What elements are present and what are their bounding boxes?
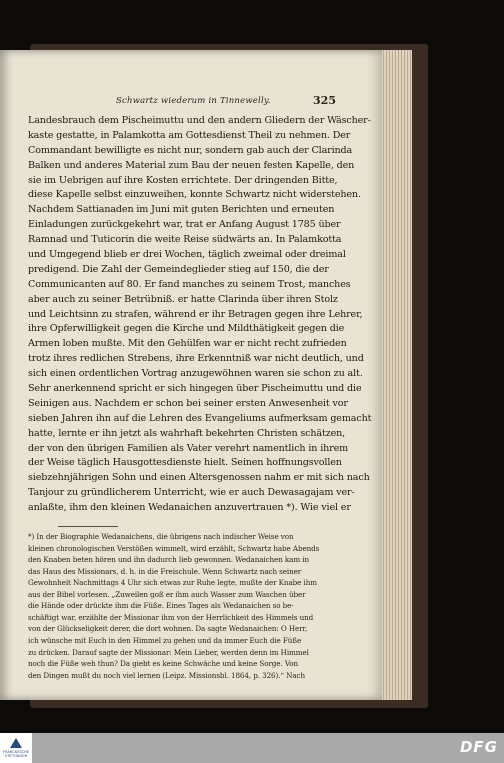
- running-header: [28, 94, 336, 108]
- text-line: und Umgegend blieb er drei Wochen, täglich zweimal oder dreimal: [28, 249, 346, 261]
- page-number: 325: [313, 94, 336, 107]
- text-line: predigend. Die Zahl der Gemeindeglieder stieg auf 150, die der: [28, 263, 329, 275]
- text-line: aber auch zu seiner Betrübniß. er hatte Clarinda über ihren Stolz: [28, 293, 338, 305]
- footnote-line: aus der Bibel vorlesen. „Zuweilen goß er ihm auch Wasser zum Waschen über: [28, 589, 306, 599]
- text-line: Nachdem Sattianaden im Juni mit guten Berichten und erneuten: [28, 204, 335, 216]
- dfg-logo: DFG: [459, 738, 498, 756]
- footnote-line: schäftigt war, erzählte der Missionar ihm von der Herrlichkeit des Himmels und: [28, 612, 314, 622]
- text-line: anlaßte, ihm den kleinen Wedanaichen anzuvertrauen *). Wie viel er: [28, 502, 351, 514]
- text-line: kaste gestatte, in Palamkotta am Gottesdienst Theil zu nehmen. Der: [28, 129, 351, 141]
- footnote-line: *) In der Biographie Wedanaichens, die übrigens nach indischer Weise von: [28, 532, 294, 542]
- text-line: sich einen ordentlichen Vortrag anzugewöhnen waren sie schon zu alt.: [28, 368, 363, 380]
- text-line: Armen loben mußte. Mit den Gehülfen war er nicht recht zufrieden: [28, 338, 347, 350]
- text-line: Commandant bewilligte es nicht nur, sondern gab auch der Clarinda: [28, 144, 353, 156]
- footnote-line: das Haus des Missionars, d. h. in die Freischule. Wenn Schwartz nach seiner: [28, 566, 302, 576]
- text-line: Landesbrauch dem Pischeimuttu und den andern Gliedern der Wäscher-: [28, 115, 371, 126]
- body-text: [28, 114, 372, 516]
- text-line: sie im Uebrigen auf ihre Kosten errichtete. Der dringenden Bitte,: [28, 174, 338, 186]
- text-line: Einladungen zurückgekehrt war, trat er Anfang August 1785 über: [28, 219, 341, 231]
- text-line: der von den übrigen Familien als Vater verehrt namentlich in ihrem: [28, 442, 349, 454]
- footnote: [28, 531, 336, 681]
- page-content: [28, 94, 372, 681]
- book-page: [0, 50, 382, 700]
- text-line: Communicanten auf 80. Er fand manches zu seinem Trost, manches: [28, 278, 351, 290]
- text-line: ihre Opferwilligkeit gegen die Kirche und Mildthätigkeit gegen die: [28, 323, 345, 335]
- footnote-line: Gewohnheit Nachmittags 4 Uhr sich etwas zur Ruhe legte, mußte der Knabe ihm: [28, 578, 317, 588]
- page-edges: [378, 50, 412, 700]
- text-line: Tanjour zu gründlicherem Unterricht, wie er auch Dewasagajam ver-: [28, 487, 355, 499]
- text-line: Balken und anderes Material zum Bau der neuen festen Kapelle, den: [28, 159, 355, 171]
- text-line: diese Kapelle selbst einzuweihen, konnte Schwartz nicht widerstehen.: [28, 189, 361, 201]
- footnote-line: die Hände oder drückte ihm die Füße. Eines Tages als Wedanaichen so be-: [28, 601, 294, 611]
- library-logo: [0, 733, 32, 763]
- footnote-line: von der Glückseligkeit derer, die dort wohnen. Da sagte Wedanaichen: O Herr,: [28, 624, 308, 634]
- footnote-line: noch die Füße weh thun? Da giebt es keine Schwäche und keine Sorge. Von: [28, 659, 299, 669]
- library-logo-text: FRANCKESCHE STIFTUNGEN: [3, 750, 29, 758]
- text-line: trotz ihres redlichen Strebens, ihre Erkenntniß war nicht deutlich, und: [28, 353, 364, 365]
- text-line: siebzehnjährigen Sohn und einen Altersgenossen nahm er mit sich nach: [28, 472, 370, 484]
- text-line: Ramnad und Tuticorin die weite Reise südwärts an. In Palamkotta: [28, 234, 342, 246]
- text-line: sieben Jahren ihn auf die Lehren des Evangeliums aufmerksam gemacht: [28, 412, 372, 424]
- footnote-line: ich wünsche mit Euch in den Himmel zu gehen und da immer Euch die Füße: [28, 635, 302, 645]
- running-title: Schwartz wiederum in Tinnewelly.: [116, 96, 271, 106]
- viewer-footer: [0, 733, 504, 763]
- footnote-line: zu drücken. Darauf sagte der Missionar: Mein Lieber, werden denn im Himmel: [28, 647, 309, 657]
- text-line: der Weise täglich Hausgottesdienste hielt. Seinen hoffnungsvollen: [28, 457, 342, 469]
- text-line: und Leichtsinn zu strafen, während er ihr Betragen gegen ihre Lehrer,: [28, 308, 363, 320]
- footnote-line: den Dingen mußt du noch viel lernen (Leipz. Missionsbl. 1864, p. 326).“ Nach: [28, 670, 305, 680]
- text-line: Seinigen aus. Nachdem er schon bei seiner ersten Anwesenheit vor: [28, 397, 348, 409]
- text-line: Sehr anerkennend spricht er sich hingegen über Pischeimuttu und die: [28, 383, 362, 395]
- library-emblem-icon: [10, 738, 22, 748]
- footnote-rule: [58, 526, 118, 527]
- footnote-line: kleinen chronologischen Verstößen wimmelt, wird erzählt, Schwartz habe Abends: [28, 543, 320, 553]
- text-line: hatte, lernte er ihn jetzt als wahrhaft bekehrten Christen schätzen,: [28, 427, 346, 439]
- footnote-line: den Knaben beten hören und ihn dadurch lieb gewonnen. Wedanaichen kam in: [28, 555, 309, 565]
